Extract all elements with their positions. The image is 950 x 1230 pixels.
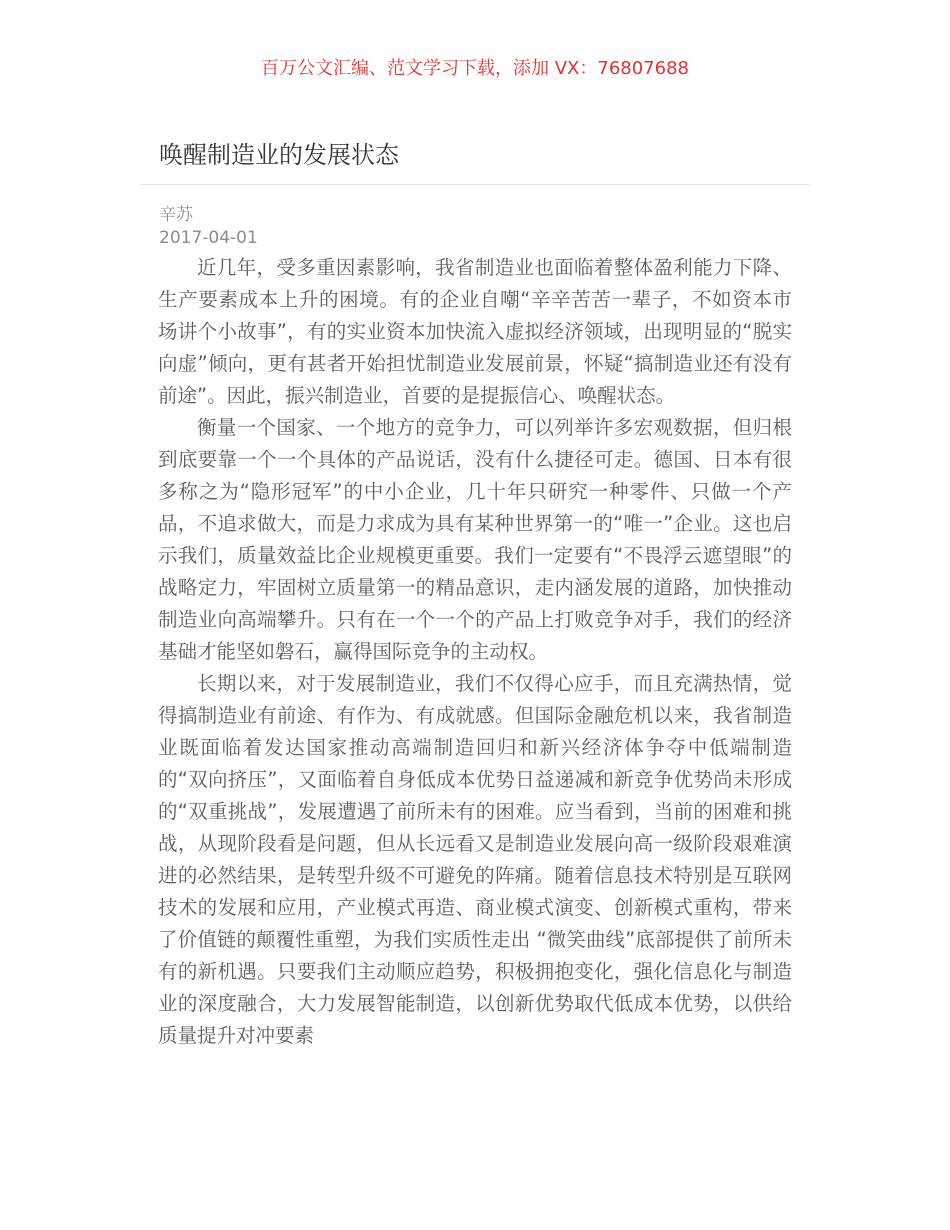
article-date: 2017-04-01 [159, 228, 258, 248]
title-divider [140, 184, 810, 185]
article-body [158, 252, 792, 1052]
article-paragraph: 近几年，受多重因素影响，我省制造业也面临着整体盈利能力下降、生产要素成本上升的困境。有的企业自嘲“辛辛苦苦一辈子，不如资本市场讲个小故事”，有的实业资本加快流入虚拟经济领域，出现明显的“脱实向虚”倾向，更有甚者开始担忧制造业发展前景，怀疑“搞制造业还有没有前途”。因此，振兴制造业，首要的是提振信心、唤醒状态。 [158, 256, 792, 407]
watermark-banner: 百万公文汇编、范文学习下载，添加 VX：76807688 [261, 58, 689, 79]
article-author: 辛苏 [159, 205, 193, 225]
article-title: 唤醒制造业的发展状态 [159, 141, 399, 169]
article-paragraph: 长期以来，对于发展制造业，我们不仅得心应手，而且充满热情，觉得搞制造业有前途、有作为、有成就感。但国际金融危机以来，我省制造业既面临着发达国家推动高端制造回归和新兴经济体争夺中低端制造的“双向挤压”，又面临着自身低成本优势日益递减和新竞争优势尚未形成的“双重挑战”，发展遭遇了前所未有的困难。应当看到，当前的困难和挑战，从现阶段看是问题，但从长远看又是制造业发展向高一级阶段艰难演进的必然结果，是转型升级不可避免的阵痛。随着信息技术特别是互联网技术的发展和应用，产业模式再造、商业模式演变、创新模式重构，带来了价值链的颠覆性重塑，为我们实质性走出 “微笑曲线”底部提供了前所未有的新机遇。只要我们主动顺应趋势，积极拥抱变化，强化信息化与制造业的深度融合，大力发展智能制造，以创新优势取代低成本优势，以供给质量提升对冲要素 [158, 672, 792, 1047]
article-paragraph: 衡量一个国家、一个地方的竞争力，可以列举许多宏观数据，但归根到底要靠一个一个具体的产品说话，没有什么捷径可走。德国、日本有很多称之为“隐形冠军”的中小企业，几十年只研究一种零件、只做一个产品，不追求做大，而是力求成为具有某种世界第一的“唯一”企业。这也启示我们，质量效益比企业规模更重要。我们一定要有“不畏浮云遮望眼”的战略定力，牢固树立质量第一的精品意识，走内涵发展的道路，加快推动制造业向高端攀升。只有在一个一个的产品上打败竞争对手，我们的经济基础才能坚如磐石，赢得国际竞争的主动权。 [158, 416, 792, 663]
